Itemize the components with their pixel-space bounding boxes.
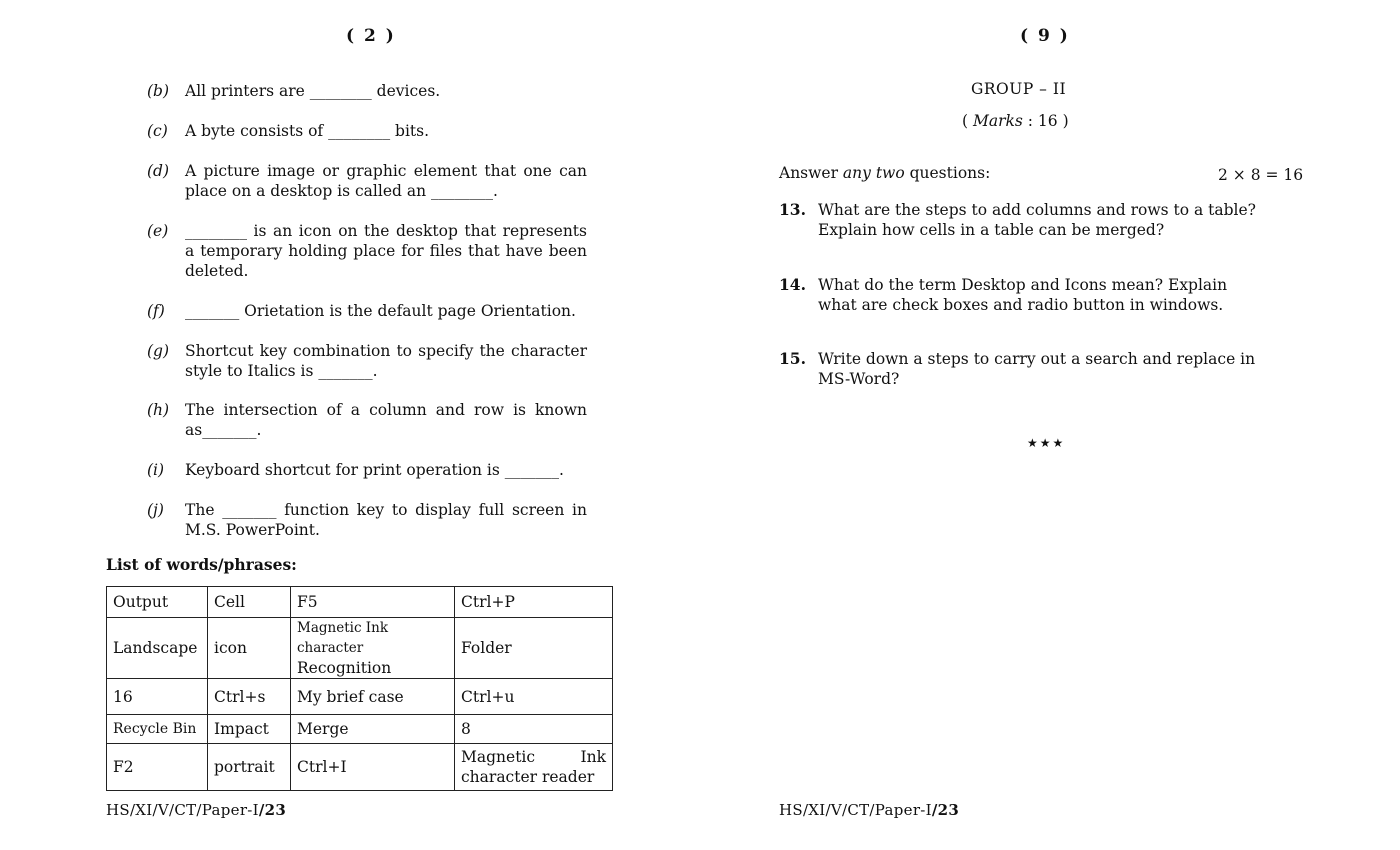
question-label: (e) bbox=[147, 222, 169, 240]
table-cell: Ctrl+s bbox=[208, 679, 291, 715]
question-label: (h) bbox=[147, 401, 170, 419]
word-list-table bbox=[106, 586, 613, 791]
question-text: Keyboard shortcut for print operation is _______. bbox=[185, 461, 564, 479]
table-cell: Cell bbox=[208, 587, 291, 618]
question-number: 14. bbox=[779, 275, 806, 294]
question-i bbox=[147, 460, 587, 480]
question-text: A picture image or graphic element that one can place on a desktop is called an ________. bbox=[185, 162, 587, 200]
question-b bbox=[147, 81, 587, 101]
question-label: (g) bbox=[147, 342, 170, 360]
table-cell: F5 bbox=[291, 587, 455, 618]
question-text: What are the steps to add columns and rows to a table? Explain how cells in a table can be merged? bbox=[818, 201, 1256, 239]
answer-prefix: Answer bbox=[779, 164, 843, 182]
question-label: (j) bbox=[147, 501, 164, 519]
table-cell: Output bbox=[107, 587, 208, 618]
question-number: 15. bbox=[779, 349, 806, 368]
question-e bbox=[147, 221, 587, 281]
table-row bbox=[107, 587, 613, 618]
question-label: (b) bbox=[147, 82, 170, 100]
marks-open: ( bbox=[962, 112, 973, 130]
footer-code bbox=[779, 801, 959, 819]
question-label: (f) bbox=[147, 302, 165, 320]
answer-instruction bbox=[779, 164, 990, 182]
table-cell bbox=[291, 618, 455, 679]
page-number: ( 9 ) bbox=[1020, 26, 1070, 46]
table-cell: Ctrl+u bbox=[455, 679, 613, 715]
question-j bbox=[147, 500, 587, 540]
marks-line bbox=[962, 112, 1069, 130]
question-text: The _______ function key to display full screen in M.S. PowerPoint. bbox=[185, 501, 587, 539]
cell-line: Magnetic Ink character bbox=[297, 620, 388, 656]
table-cell: F2 bbox=[107, 744, 208, 791]
table-row bbox=[107, 618, 613, 679]
question-c bbox=[147, 121, 587, 141]
page-number: ( 2 ) bbox=[346, 26, 396, 46]
question-h bbox=[147, 400, 587, 440]
table-cell: 8 bbox=[455, 715, 613, 744]
table-row bbox=[107, 744, 613, 791]
table-cell: Landscape bbox=[107, 618, 208, 679]
question-text: _______ Orietation is the default page Orientation. bbox=[185, 302, 576, 320]
group-title: GROUP – II bbox=[971, 80, 1067, 98]
list-heading: List of words/phrases: bbox=[106, 555, 297, 574]
table-row bbox=[107, 679, 613, 715]
question-13 bbox=[779, 200, 1257, 240]
question-d bbox=[147, 161, 587, 201]
score: 2 × 8 = 16 bbox=[1218, 166, 1304, 184]
footer-year: /23 bbox=[931, 801, 960, 819]
answer-italic: any two bbox=[842, 164, 905, 182]
question-text: ________ is an icon on the desktop that represents a temporary holding place for files that have been deleted. bbox=[185, 222, 587, 280]
question-text: All printers are ________ devices. bbox=[185, 82, 441, 100]
table-cell: Merge bbox=[291, 715, 455, 744]
table-cell: My brief case bbox=[291, 679, 455, 715]
table-cell: Ctrl+I bbox=[291, 744, 455, 791]
end-stars: ★★★ bbox=[1027, 436, 1066, 450]
table-cell: Recycle Bin bbox=[107, 715, 208, 744]
question-15 bbox=[779, 349, 1257, 389]
question-14 bbox=[779, 275, 1257, 315]
answer-suffix: questions: bbox=[904, 164, 991, 182]
question-text: Shortcut key combination to specify the character style to Italics is _______. bbox=[185, 342, 587, 380]
footer-code-text: HS/XI/V/CT/Paper-I bbox=[779, 801, 932, 819]
table-cell: 16 bbox=[107, 679, 208, 715]
table-cell: Ctrl+P bbox=[455, 587, 613, 618]
question-label: (c) bbox=[147, 122, 168, 140]
table-row bbox=[107, 715, 613, 744]
question-f bbox=[147, 301, 587, 321]
question-text: The intersection of a column and row is known as_______. bbox=[185, 401, 587, 439]
table-cell: icon bbox=[208, 618, 291, 679]
marks-label: Marks bbox=[972, 112, 1023, 130]
right-page bbox=[700, 0, 1400, 850]
footer-year: /23 bbox=[258, 801, 287, 819]
question-text: What do the term Desktop and Icons mean? Explain what are check boxes and radio button in windows. bbox=[818, 276, 1228, 314]
question-text: A byte consists of ________ bits. bbox=[185, 122, 430, 140]
table-cell: Folder bbox=[455, 618, 613, 679]
question-label: (i) bbox=[147, 461, 165, 479]
footer-code-text: HS/XI/V/CT/Paper-I bbox=[106, 801, 259, 819]
cell-line: Magnetic Ink bbox=[461, 748, 606, 766]
question-text: Write down a steps to carry out a search and replace in MS-Word? bbox=[818, 350, 1256, 388]
table-cell: portrait bbox=[208, 744, 291, 791]
footer-code bbox=[106, 801, 286, 819]
table-cell bbox=[455, 744, 613, 791]
cell-line: Recognition bbox=[297, 659, 392, 677]
cell-line: character reader bbox=[461, 768, 595, 786]
marks-value: : 16 ) bbox=[1022, 112, 1069, 130]
table-cell: Impact bbox=[208, 715, 291, 744]
question-g bbox=[147, 341, 587, 381]
question-label: (d) bbox=[147, 162, 170, 180]
question-number: 13. bbox=[779, 200, 806, 219]
